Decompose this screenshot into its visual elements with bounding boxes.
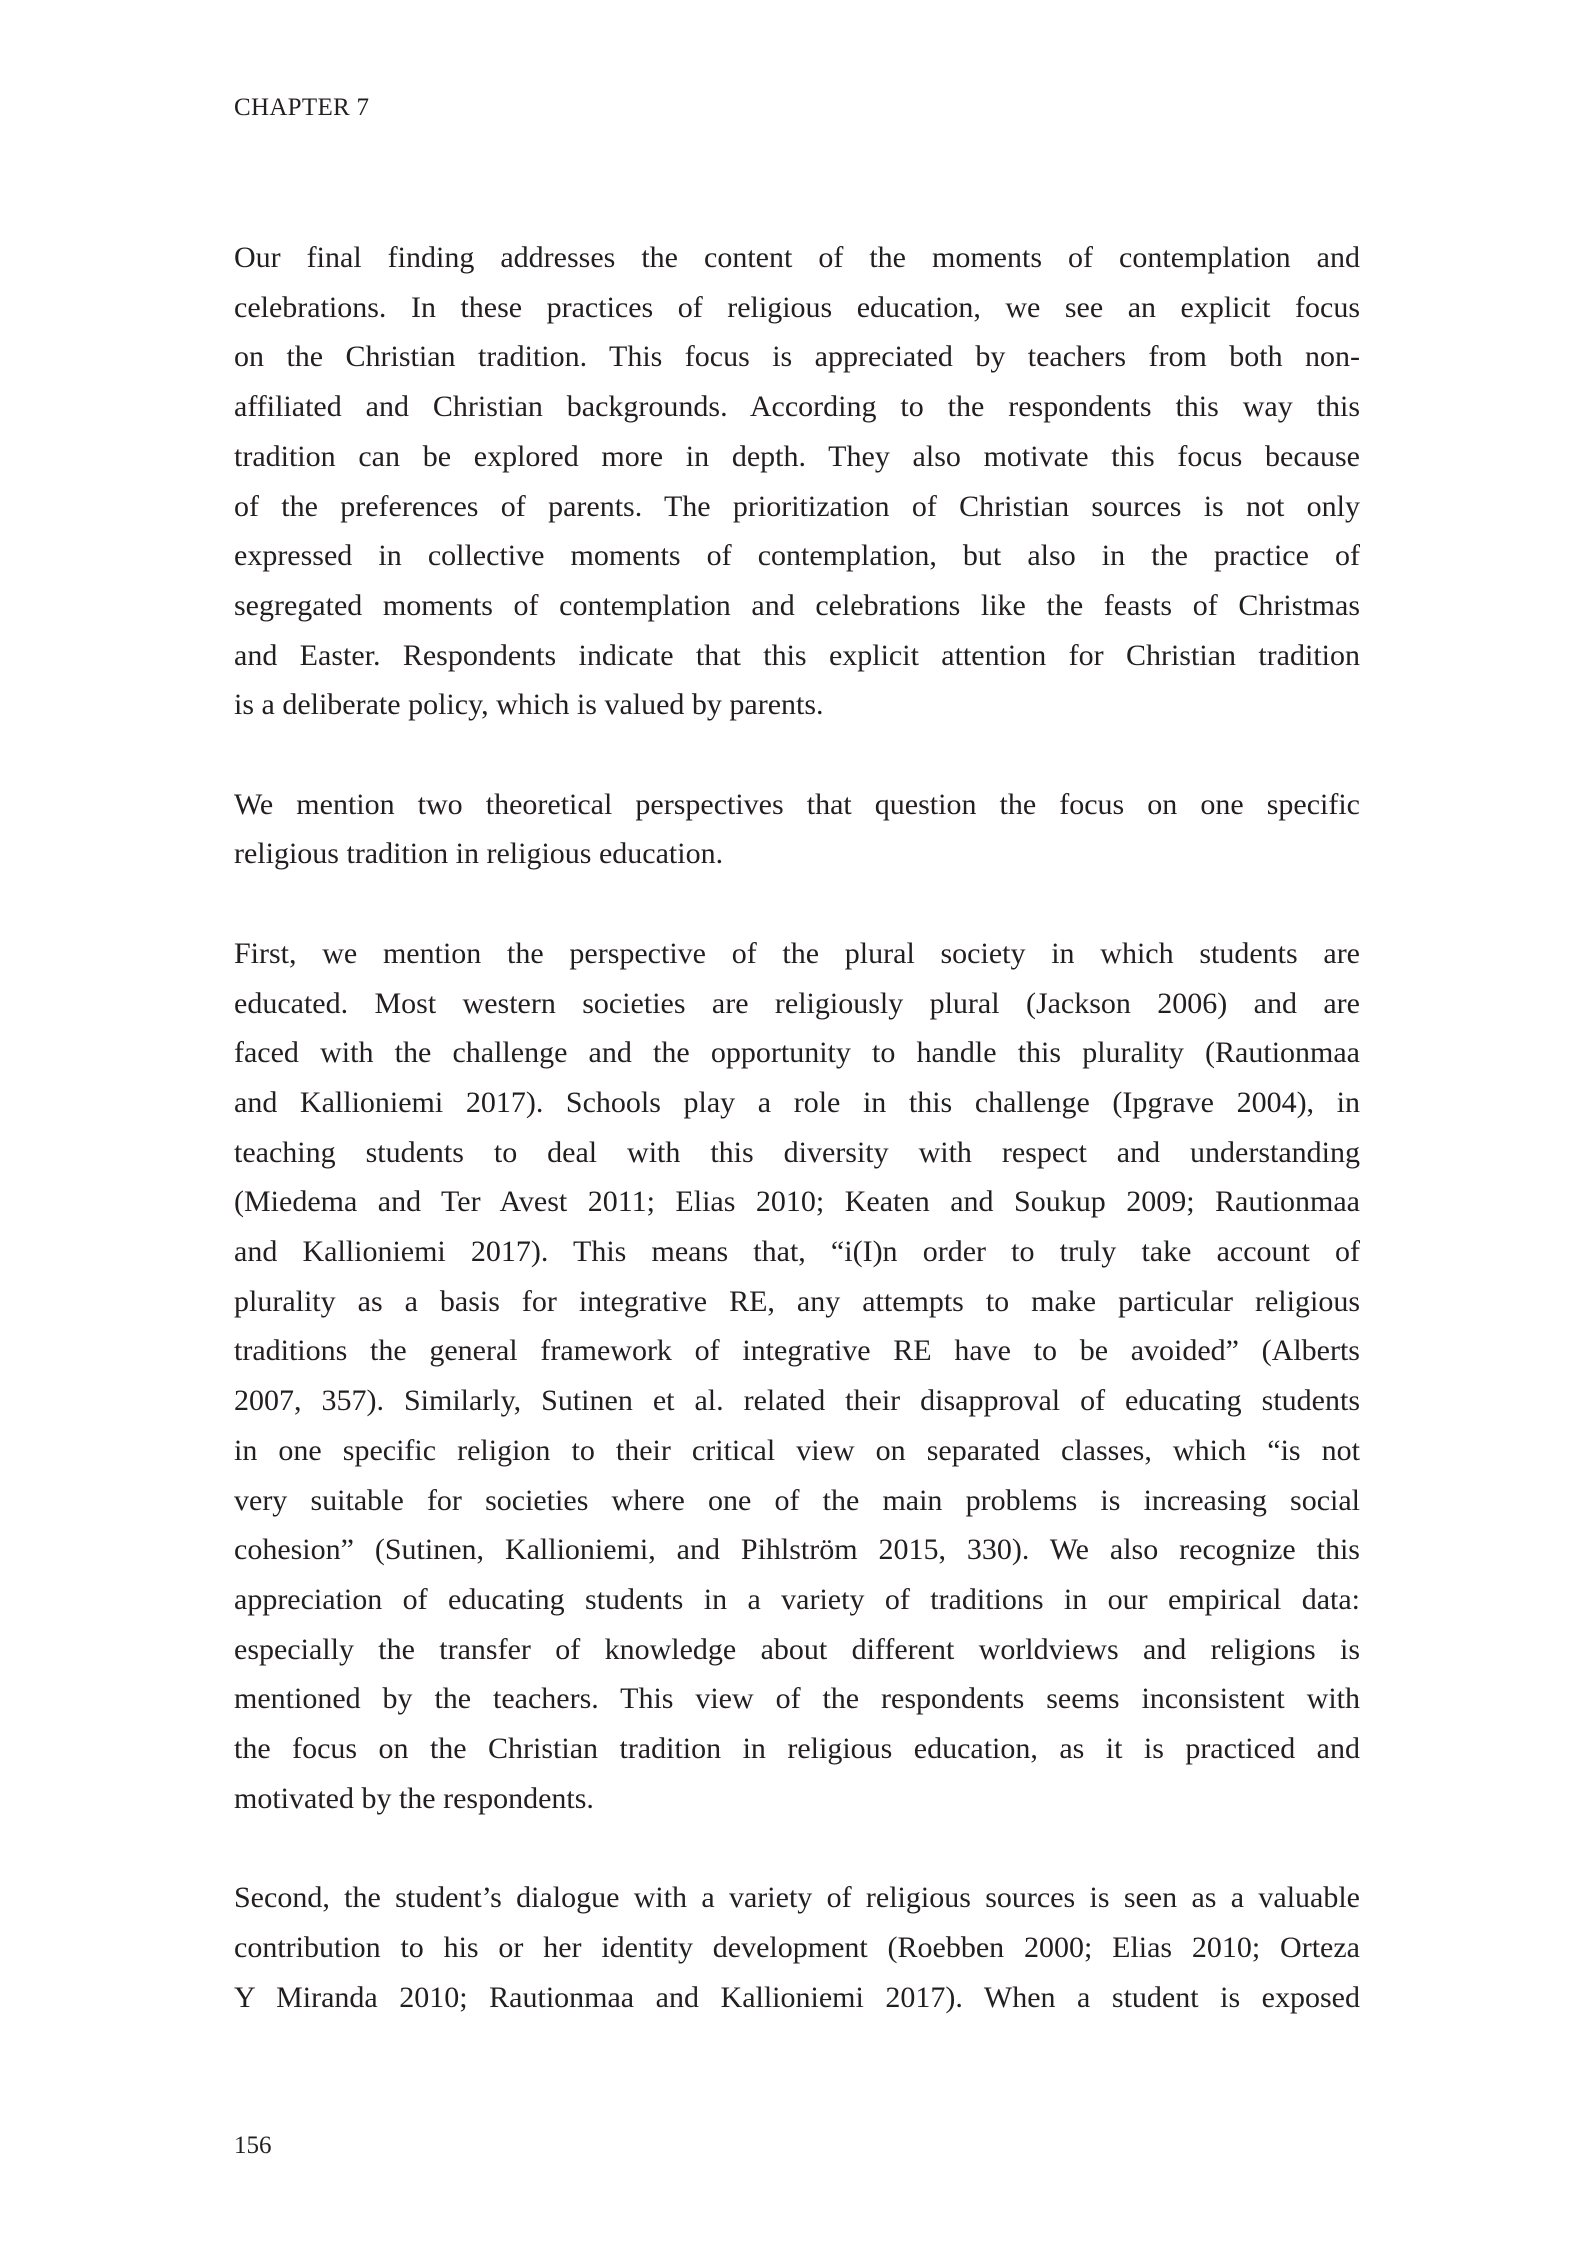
- text-line: faced with the challenge and the opportunity to handle this plurality (Rautionmaa: [234, 1036, 1360, 1070]
- text-line: the focus on the Christian tradition in religious education, as it is practiced and: [234, 1732, 1360, 1766]
- text-line: and Kallioniemi 2017). This means that, “i(I)n order to truly take account of: [234, 1235, 1360, 1269]
- text-line: segregated moments of contemplation and celebrations like the feasts of Christmas: [234, 588, 1360, 622]
- text-line: motivated by the respondents.: [234, 1781, 594, 1815]
- text-line: of the preferences of parents. The prioritization of Christian sources is not only: [234, 489, 1360, 523]
- text-line: expressed in collective moments of contemplation, but also in the practice of: [234, 539, 1360, 573]
- paragraph: [234, 233, 1360, 730]
- text-line: We mention two theoretical perspectives that question the focus on one specific: [234, 787, 1360, 821]
- text-line: religious tradition in religious education.: [234, 837, 724, 871]
- text-line: educated. Most western societies are religiously plural (Jackson 2006) and are: [234, 986, 1360, 1020]
- text-line: is a deliberate policy, which is valued by parents.: [234, 688, 824, 722]
- text-line: tradition can be explored more in depth. They also motivate this focus because: [234, 439, 1360, 473]
- text-line: contribution to his or her identity development (Roebben 2000; Elias 2010; Orteza: [234, 1930, 1360, 1964]
- text-line: appreciation of educating students in a variety of traditions in our empirical data:: [234, 1582, 1360, 1616]
- page-number: 156: [234, 2132, 272, 2159]
- text-line: very suitable for societies where one of the main problems is increasing social: [234, 1483, 1360, 1517]
- text-line: Our final finding addresses the content of the moments of contemplation and: [234, 241, 1360, 274]
- paragraph: [234, 929, 1360, 1824]
- text-line: and Kallioniemi 2017). Schools play a role in this challenge (Ipgrave 2004), in: [234, 1085, 1360, 1119]
- text-line: affiliated and Christian backgrounds. According to the respondents this way this: [234, 390, 1360, 424]
- text-line: (Miedema and Ter Avest 2011; Elias 2010; Keaten and Soukup 2009; Rautionmaa: [234, 1185, 1360, 1219]
- text-line: and Easter. Respondents indicate that this explicit attention for Christian tradition: [234, 638, 1360, 672]
- text-line: cohesion” (Sutinen, Kallioniemi, and Pihlström 2015, 330). We also recognize this: [234, 1533, 1360, 1567]
- text-line: celebrations. In these practices of religious education, we see an explicit focus: [234, 290, 1360, 324]
- text-line: on the Christian tradition. This focus is appreciated by teachers from both non-: [234, 340, 1360, 374]
- text-line: plurality as a basis for integrative RE, any attempts to make particular religious: [234, 1284, 1360, 1318]
- text-line: in one specific religion to their critical view on separated classes, which “is not: [234, 1433, 1360, 1467]
- text-line: mentioned by the teachers. This view of the respondents seems inconsistent with: [234, 1682, 1360, 1716]
- text-line: Second, the student’s dialogue with a variety of religious sources is seen as a valuable: [234, 1881, 1360, 1915]
- running-head: CHAPTER 7: [234, 94, 370, 121]
- text-line: especially the transfer of knowledge about different worldviews and religions is: [234, 1632, 1360, 1666]
- text-line: 2007, 357). Similarly, Sutinen et al. related their disapproval of educating students: [234, 1384, 1360, 1418]
- paragraph: [234, 1873, 1360, 2022]
- text-line: First, we mention the perspective of the plural society in which students are: [234, 936, 1360, 970]
- text-line: teaching students to deal with this diversity with respect and understanding: [234, 1135, 1360, 1169]
- text-line: traditions the general framework of integrative RE have to be avoided” (Alberts: [234, 1334, 1360, 1368]
- text-line: Y Miranda 2010; Rautionmaa and Kallioniemi 2017). When a student is exposed: [234, 1980, 1360, 2014]
- paragraph: [234, 780, 1360, 879]
- body-text: [234, 233, 1360, 2072]
